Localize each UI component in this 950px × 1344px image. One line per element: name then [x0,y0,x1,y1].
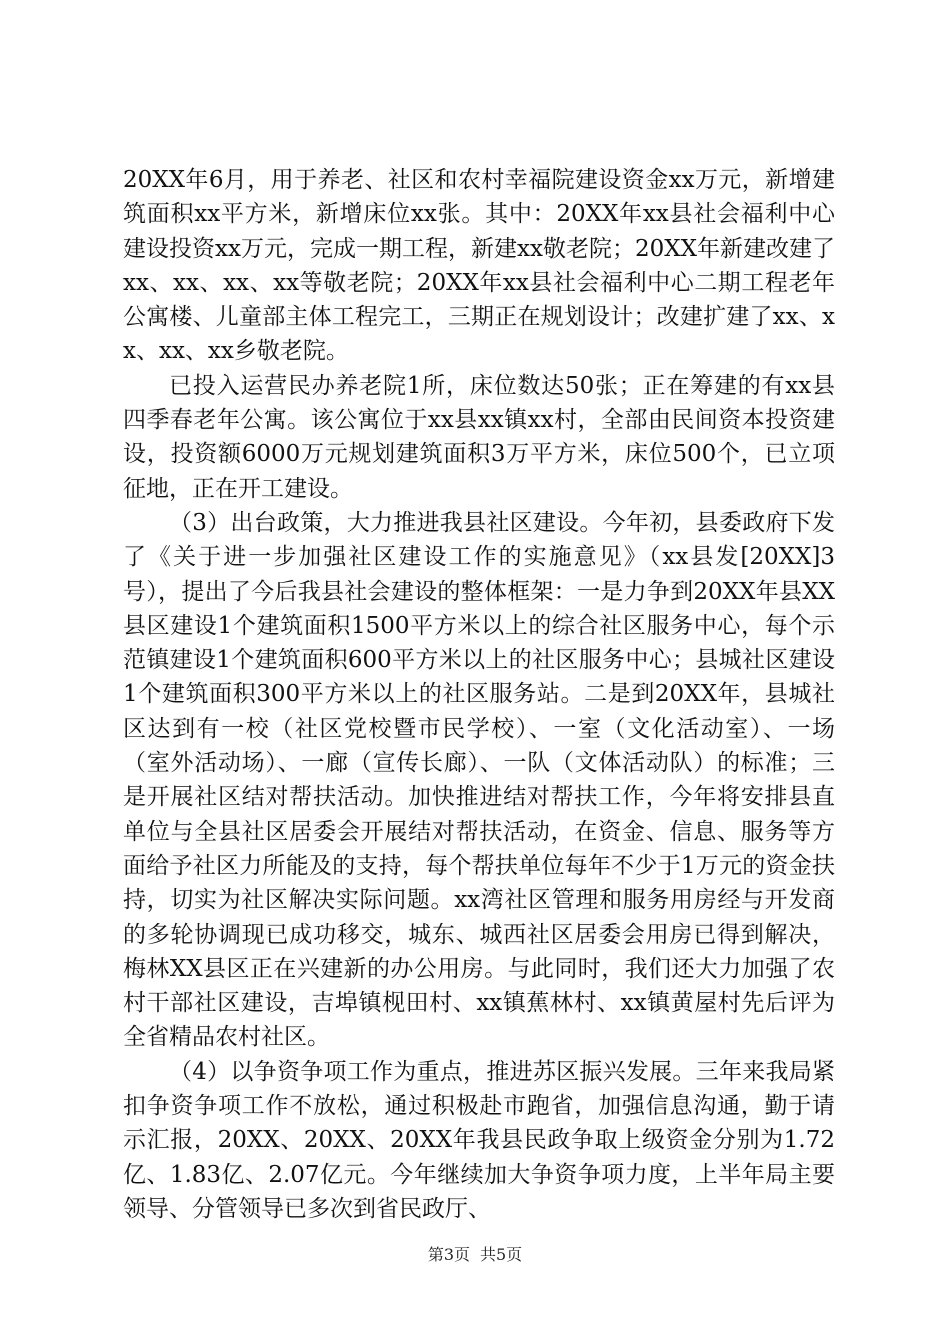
document-body [123,163,835,1226]
page-number-total: 共5页 [480,1245,523,1264]
page-footer [0,1242,950,1265]
paragraph-continued: 20XX年6月，用于养老、社区和农村幸福院建设资金xx万元，新增建筑面积xx平方米，新增床位xx张。其中：20XX年xx县社会福利中心建设投资xx万元，完成一期工程，新建xx敬老院；20XX年新建改建了xx、xx、xx、xx等敬老院；20XX年xx县社会福利中心二期工程老年公寓楼、儿童部主体工程完工，三期正在规划设计；改建扩建了xx、xx、xx、xx乡敬老院。 [123,167,835,365]
paragraph-funding-projects: （4）以争资争项工作为重点，推进苏区振兴发展。三年来我局紧扣争资争项工作不放松，通过积极赴市跑省，加强信息沟通，勤于请示汇报，20XX、20XX、20XX年我县民政争取上级资金分别为1.72亿、1.83亿、2.07亿元。今年继续加大争资争项力度，上半年局主要领导、分管领导已多次到省民政厅、 [123,1058,835,1222]
paragraph-private-elderly-homes: 已投入运营民办养老院1所，床位数达50张；正在筹建的有xx县四季春老年公寓。该公寓位于xx县xx镇xx村，全部由民间资本投资建设，投资额6000万元规划建筑面积3万平方米，床位500个，已立项征地，正在开工建设。 [123,372,835,502]
paragraph-community-policy: （3）出台政策，大力推进我县社区建设。今年初，县委政府下发了《关于进一步加强社区建设工作的实施意见》（xx县发[20XX]3号），提出了今后我县社会建设的整体框架：一是力争到20XX年县XX县区建设1个建筑面积1500平方米以上的综合社区服务中心，每个示范镇建设1个建筑面积600平方米以上的社区服务中心；县城社区建设1个建筑面积300平方米以上的社区服务站。二是到20XX年，县城社区达到有一校（社区党校暨市民学校）、一室（文化活动室）、一场（室外活动场）、一廊（宣传长廊）、一队（文体活动队）的标准；三是开展社区结对帮扶活动。加快推进结对帮扶工作，今年将安排县直单位与全县社区居委会开展结对帮扶活动，在资金、信息、服务等方面给予社区力所能及的支持，每个帮扶单位每年不少于1万元的资金扶持，切实为社区解决实际问题。xx湾社区管理和服务用房经与开发商的多轮协调现已成功移交，城东、城西社区居委会用房已得到解决，梅林XX县区正在兴建新的办公用房。与此同时，我们还大力加强了农村干部社区建设，吉埠镇枧田村、xx镇蕉林村、xx镇黄屋村先后评为全省精品农村社区。 [123,509,835,1051]
page-number-current: 第3页 [427,1245,470,1264]
